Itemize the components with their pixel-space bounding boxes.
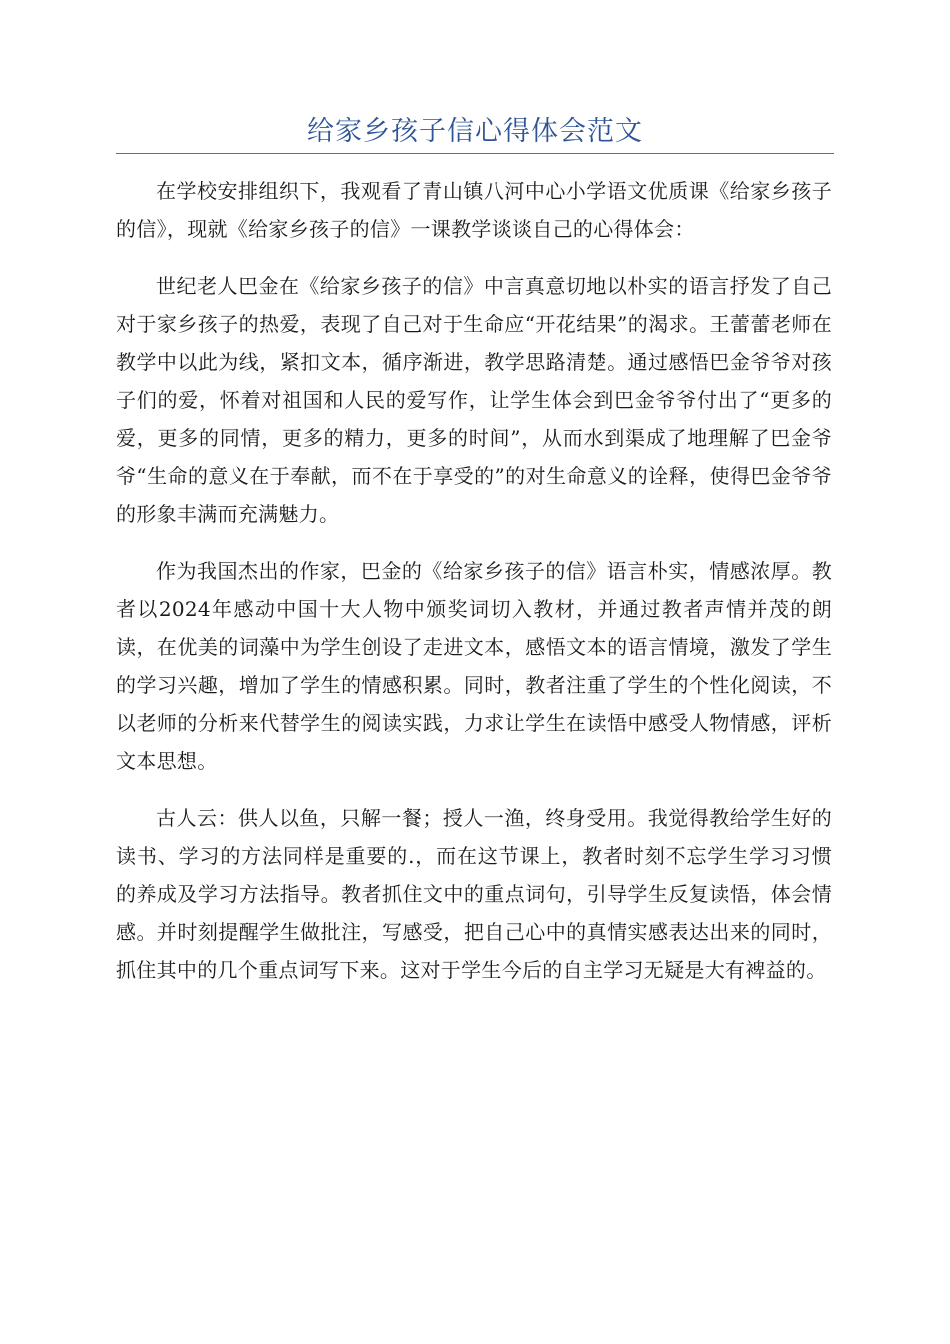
document-title: 给家乡孩子信心得体会范文 xyxy=(307,116,643,147)
paragraph-2: 世纪老人巴金在《给家乡孩子的信》中言真意切地以朴实的语言抒发了自己对于家乡孩子的热爱，表现了自己对于生命应“开花结果”的渴求。王蕾蕾老师在教学中以此为线，紧扣文本，循序渐进，教学思路清楚。通过感悟巴金爷爷对孩子们的爱，怀着对祖国和人民的爱写作，让学生体会到巴金爷爷付出了“更多的爱，更多的同情，更多的精力，更多的时间”，从而水到渠成了地理解了巴金爷爷“生命的意义在于奉献，而不在于享受的”的对生命意义的诠释，使得巴金爷爷的形象丰满而充满魅力。 xyxy=(116,274,832,526)
paragraph-4: 古人云：供人以鱼，只解一餐；授人一渔，终身受用。我觉得教给学生好的读书、学习的方法同样是重要的.，而在这节课上，教者时刻不忘学生学习习惯的养成及学习方法指导。教者抓住文中的重点词句，引导学生反复读悟，体会情感。并时刻提醒学生做批注，写感受，把自己心中的真情实感表达出来的同时，抓住其中的几个重点词写下来。这对于学生今后的自主学习无疑是大有裨益的。 xyxy=(116,806,832,982)
title-underline xyxy=(116,153,834,154)
paragraph-3: 作为我国杰出的作家，巴金的《给家乡孩子的信》语言朴实，情感浓厚。教者以2024年感动中国十大人物中颁奖词切入教材，并通过教者声情并茂的朗读，在优美的词藻中为学生创设了走进文本，感悟文本的语言情境，激发了学生的学习兴趣，增加了学生的情感积累。同时，教者注重了学生的个性化阅读，不以老师的分析来代替学生的阅读实践，力求让学生在读悟中感受人物情感，评析文本思想。 xyxy=(116,559,832,773)
document-body xyxy=(116,172,832,1008)
paragraph-1: 在学校安排组织下，我观看了青山镇八河中心小学语文优质课《给家乡孩子的信》，现就《给家乡孩子的信》一课教学谈谈自己的心得体会： xyxy=(116,179,832,241)
